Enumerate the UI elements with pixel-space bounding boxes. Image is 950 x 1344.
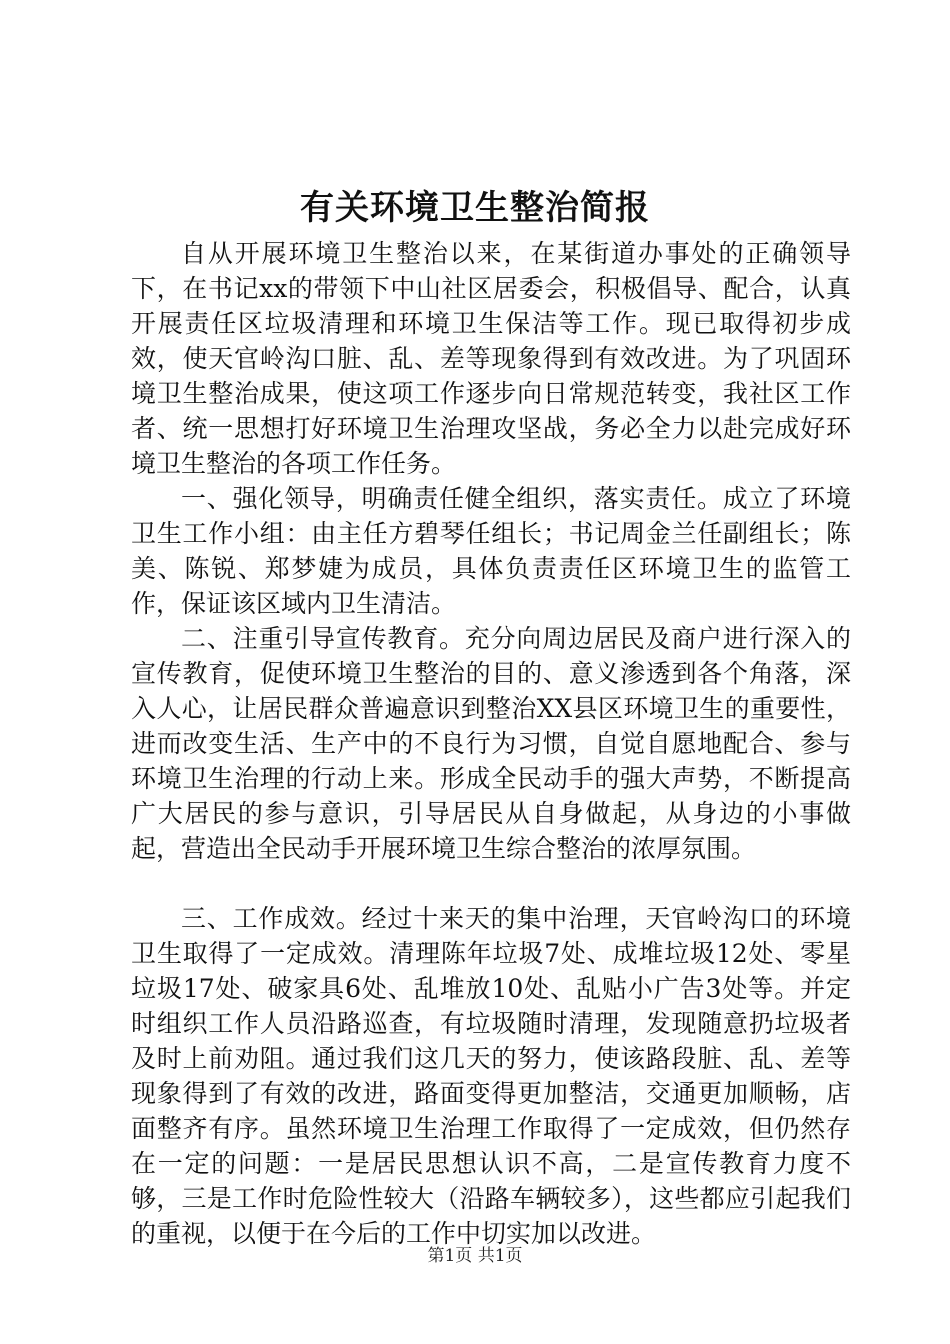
paragraph-intro: 自从开展环境卫生整治以来，在某街道办事处的正确领导下，在书记xx的带领下中山社区居委会，积极倡导、配合，认真开展责任区垃圾清理和环境卫生保洁等工作。现已取得初步成效，使天官岭沟口脏、乱、差等现象得到有效改进。为了巩固环境卫生整治成果，使这项工作逐步向日常规范转变，我社区工作者、统一思想打好环境卫生治理攻坚战，务必全力以赴完成好环境卫生整治的各项工作任务。 [131,239,851,478]
paragraph-section-2: 二、注重引导宣传教育。充分向周边居民及商户进行深入的宣传教育，促使环境卫生整治的目的、意义渗透到各个角落，深入人心，让居民群众普遍意识到整治XX县区环境卫生的重要性，进而改变生活、生产中的不良行为习惯，自觉自愿地配合、参与环境卫生治理的行动上来。形成全民动手的强大声势，不断提高广大居民的参与意识，引导居民从自身做起，从身边的小事做起，营造出全民动手开展环境卫生综合整治的浓厚氛围。 [131,624,851,863]
paragraph-section-1: 一、强化领导，明确责任健全组织，落实责任。成立了环境卫生工作小组：由主任方碧琴任组长；书记周金兰任副组长；陈美、陈锐、郑梦婕为成员，具体负责责任区环境卫生的监管工作，保证该区域内卫生清洁。 [131,484,851,618]
document-body [131,236,851,1251]
page-footer: 第1页 共1页 [427,1246,523,1266]
paragraph-section-3: 三、工作成效。经过十来天的集中治理，天官岭沟口的环境卫生取得了一定成效。清理陈年垃圾7处、成堆垃圾12处、零星垃圾17处、破家具6处、乱堆放10处、乱贴小广告3处等。并定时组织工作人员沿路巡查，有垃圾随时清理，发现随意扔垃圾者及时上前劝阻。通过我们这几天的努力，使该路段脏、乱、差等现象得到了有效的改进，路面变得更加整洁，交通更加顺畅，店面整齐有序。虽然环境卫生治理工作取得了一定成效，但仍然存在一定的问题：一是居民思想认识不高，二是宣传教育力度不够，三是工作时危险性较大（沿路车辆较多），这些都应引起我们的重视，以便于在今后的工作中切实加以改进。 [131,904,851,1248]
document-title: 有关环境卫生整治简报 [300,188,650,228]
